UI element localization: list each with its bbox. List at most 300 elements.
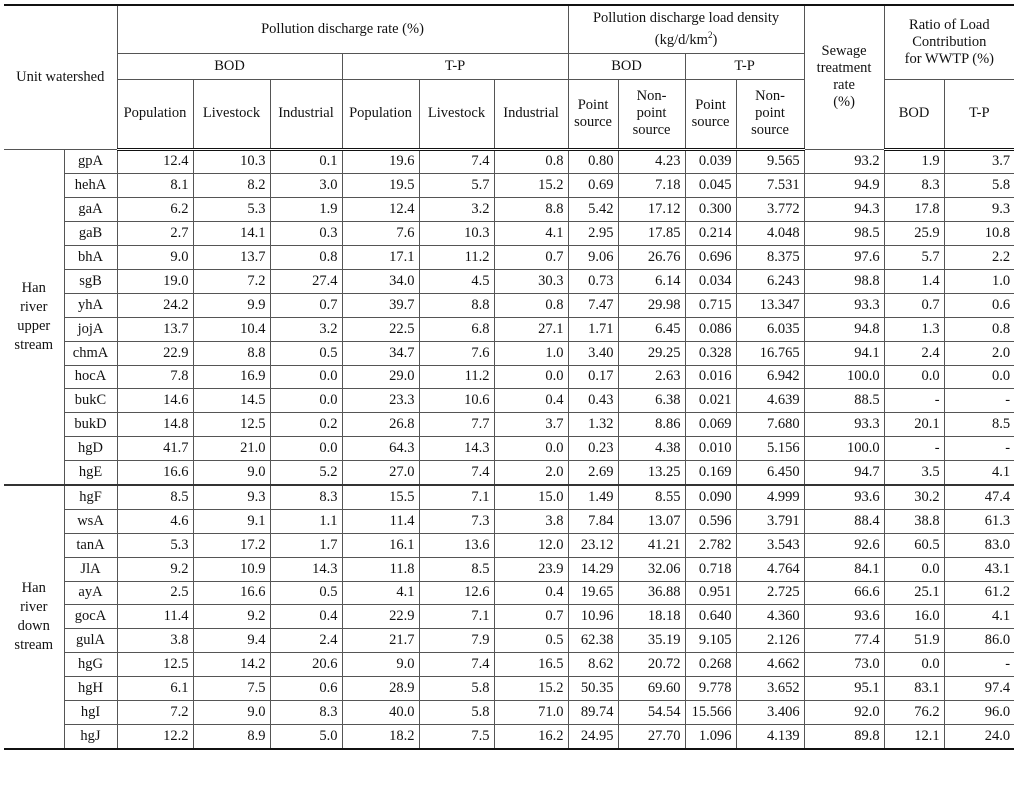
group-label-down bbox=[4, 485, 64, 749]
sewage-line2: treatment bbox=[816, 60, 872, 77]
table-cell: 1.9 bbox=[884, 149, 944, 174]
table-cell: 0.73 bbox=[568, 269, 618, 293]
table-cell: 9.105 bbox=[685, 629, 736, 653]
sewage-line1: Sewage bbox=[821, 43, 867, 60]
point-line2: source bbox=[691, 113, 730, 130]
table-cell: 54.54 bbox=[618, 700, 685, 724]
table-cell: 9.06 bbox=[568, 246, 618, 270]
table-cell: 93.3 bbox=[804, 413, 884, 437]
group-label-word: river bbox=[20, 598, 48, 615]
watershed-code: jojA bbox=[64, 317, 117, 341]
table-cell: 15.566 bbox=[685, 700, 736, 724]
table-cell: 1.0 bbox=[494, 341, 568, 365]
sewage-line3: rate bbox=[833, 77, 855, 94]
table-cell: 14.3 bbox=[270, 557, 342, 581]
table-cell: 16.2 bbox=[494, 724, 568, 748]
table-cell: 13.7 bbox=[117, 317, 193, 341]
table-cell: 3.406 bbox=[736, 700, 804, 724]
nonpoint-line1: Non- bbox=[755, 88, 785, 104]
table-cell: 5.0 bbox=[270, 724, 342, 748]
density-bod-header: BOD bbox=[568, 53, 685, 79]
table-cell: 96.0 bbox=[944, 700, 1014, 724]
table-cell: 2.782 bbox=[685, 533, 736, 557]
table-cell: 9.0 bbox=[193, 461, 270, 485]
table-row bbox=[4, 222, 1014, 246]
table-cell: 4.639 bbox=[736, 389, 804, 413]
load-density-line1: Pollution discharge load density bbox=[592, 9, 780, 26]
table-cell: 0.328 bbox=[685, 341, 736, 365]
table-cell: 1.4 bbox=[884, 269, 944, 293]
point-line1: Point bbox=[577, 96, 609, 113]
table-cell: 97.4 bbox=[944, 677, 1014, 701]
table-cell: 10.6 bbox=[419, 389, 494, 413]
table-cell: 7.18 bbox=[618, 174, 685, 198]
table-cell: 7.5 bbox=[193, 677, 270, 701]
table-cell: 7.1 bbox=[419, 485, 494, 509]
table-cell: 17.8 bbox=[884, 198, 944, 222]
table-cell: 3.40 bbox=[568, 341, 618, 365]
sewage-line4: (%) bbox=[833, 94, 855, 111]
table-cell: 1.3 bbox=[884, 317, 944, 341]
table-cell: 30.2 bbox=[884, 485, 944, 509]
table-cell: 10.3 bbox=[419, 222, 494, 246]
table-cell: 3.2 bbox=[419, 198, 494, 222]
table-cell: 24.95 bbox=[568, 724, 618, 748]
table-cell: 11.2 bbox=[419, 365, 494, 389]
table-cell: 16.6 bbox=[117, 461, 193, 485]
table-cell: 6.942 bbox=[736, 365, 804, 389]
table-cell: 1.49 bbox=[568, 485, 618, 509]
table-cell: 4.764 bbox=[736, 557, 804, 581]
table-cell: 22.5 bbox=[342, 317, 419, 341]
table-cell: 0.8 bbox=[494, 149, 568, 174]
table-cell: 16.5 bbox=[494, 653, 568, 677]
table-cell: 4.1 bbox=[944, 461, 1014, 485]
table-cell: 8.5 bbox=[419, 557, 494, 581]
table-cell: 0.8 bbox=[270, 246, 342, 270]
table-cell: 4.1 bbox=[944, 605, 1014, 629]
table-cell: 13.25 bbox=[618, 461, 685, 485]
group-label-upper bbox=[4, 149, 64, 485]
table-cell: 10.3 bbox=[193, 149, 270, 174]
table-cell: 0.268 bbox=[685, 653, 736, 677]
table-cell: 9.0 bbox=[193, 700, 270, 724]
table-cell: 30.3 bbox=[494, 269, 568, 293]
table-cell: 0.4 bbox=[494, 389, 568, 413]
rate-tp-header: T-P bbox=[342, 53, 568, 79]
table-cell: 8.86 bbox=[618, 413, 685, 437]
table-cell: 15.0 bbox=[494, 485, 568, 509]
table-row bbox=[4, 269, 1014, 293]
pollution-discharge-rate-header: Pollution discharge rate (%) bbox=[117, 5, 568, 53]
table-cell: 0.17 bbox=[568, 365, 618, 389]
table-cell: 0.7 bbox=[494, 246, 568, 270]
table-cell: 14.2 bbox=[193, 653, 270, 677]
table-cell: 61.2 bbox=[944, 581, 1014, 605]
table-cell: 7.4 bbox=[419, 653, 494, 677]
table-cell: 18.18 bbox=[618, 605, 685, 629]
table-cell: 61.3 bbox=[944, 509, 1014, 533]
load-density-unit: (kg/d/km bbox=[654, 31, 708, 48]
table-cell: 2.95 bbox=[568, 222, 618, 246]
table-cell: 21.0 bbox=[193, 437, 270, 461]
table-cell: 9.778 bbox=[685, 677, 736, 701]
bod-point-source-header bbox=[568, 79, 618, 149]
ratio-tp-header: T-P bbox=[944, 79, 1014, 149]
table-cell: 1.71 bbox=[568, 317, 618, 341]
table-row bbox=[4, 485, 1014, 509]
point-line1: Point bbox=[695, 96, 726, 113]
watershed-code: hgI bbox=[64, 700, 117, 724]
ratio-load-contribution-header bbox=[884, 5, 1014, 79]
density-tp-header: T-P bbox=[685, 53, 804, 79]
table-cell: 0.300 bbox=[685, 198, 736, 222]
table-cell: 25.1 bbox=[884, 581, 944, 605]
table-cell: 6.243 bbox=[736, 269, 804, 293]
table-cell: - bbox=[944, 389, 1014, 413]
table-cell: 12.2 bbox=[117, 724, 193, 748]
table-cell: 5.3 bbox=[193, 198, 270, 222]
table-cell: 0.045 bbox=[685, 174, 736, 198]
table-cell: 10.9 bbox=[193, 557, 270, 581]
table-cell: 2.5 bbox=[117, 581, 193, 605]
table-cell: 6.45 bbox=[618, 317, 685, 341]
table-cell: 0.6 bbox=[270, 677, 342, 701]
table-cell: 18.2 bbox=[342, 724, 419, 748]
table-cell: 38.8 bbox=[884, 509, 944, 533]
table-cell: 27.70 bbox=[618, 724, 685, 748]
table-cell: 4.1 bbox=[494, 222, 568, 246]
table-cell: 12.5 bbox=[193, 413, 270, 437]
table-cell: 36.88 bbox=[618, 581, 685, 605]
watershed-code: tanA bbox=[64, 533, 117, 557]
table-cell: 0.951 bbox=[685, 581, 736, 605]
table-cell: 41.7 bbox=[117, 437, 193, 461]
table-cell: 0.7 bbox=[494, 605, 568, 629]
table-cell: 20.6 bbox=[270, 653, 342, 677]
table-cell: 4.360 bbox=[736, 605, 804, 629]
table-cell: 1.7 bbox=[270, 533, 342, 557]
table-cell: 10.96 bbox=[568, 605, 618, 629]
table-cell: 83.0 bbox=[944, 533, 1014, 557]
table-cell: 76.2 bbox=[884, 700, 944, 724]
table-cell: 14.8 bbox=[117, 413, 193, 437]
group-label-word: Han bbox=[21, 579, 46, 596]
table-cell: 94.7 bbox=[804, 461, 884, 485]
table-cell: 7.680 bbox=[736, 413, 804, 437]
table-cell: 3.791 bbox=[736, 509, 804, 533]
table-cell: 12.0 bbox=[494, 533, 568, 557]
table-cell: 11.8 bbox=[342, 557, 419, 581]
table-cell: 34.0 bbox=[342, 269, 419, 293]
table-cell: 7.6 bbox=[419, 341, 494, 365]
watershed-code: bukC bbox=[64, 389, 117, 413]
table-cell: 8.62 bbox=[568, 653, 618, 677]
group-label-word: stream bbox=[14, 336, 54, 353]
table-cell: 16.1 bbox=[342, 533, 419, 557]
table-cell: 0.696 bbox=[685, 246, 736, 270]
watershed-code: hgF bbox=[64, 485, 117, 509]
table-cell: 27.4 bbox=[270, 269, 342, 293]
table-cell: 51.9 bbox=[884, 629, 944, 653]
sewage-treatment-rate-header bbox=[804, 5, 884, 149]
table-cell: 0.596 bbox=[685, 509, 736, 533]
nonpoint-line2: point bbox=[636, 105, 667, 121]
table-cell: 0.4 bbox=[270, 605, 342, 629]
table-cell: 22.9 bbox=[342, 605, 419, 629]
table-cell: 7.6 bbox=[342, 222, 419, 246]
table-cell: 11.2 bbox=[419, 246, 494, 270]
table-cell: 29.0 bbox=[342, 365, 419, 389]
table-cell: 8.1 bbox=[117, 174, 193, 198]
table-row bbox=[4, 557, 1014, 581]
table-cell: 9.2 bbox=[193, 605, 270, 629]
table-cell: 2.725 bbox=[736, 581, 804, 605]
table-cell: 8.8 bbox=[419, 293, 494, 317]
table-cell: 9.9 bbox=[193, 293, 270, 317]
table-cell: 0.0 bbox=[494, 437, 568, 461]
table-cell: 0.6 bbox=[944, 293, 1014, 317]
table-row bbox=[4, 149, 1014, 174]
table-cell: 0.086 bbox=[685, 317, 736, 341]
table-cell: 34.7 bbox=[342, 341, 419, 365]
table-cell: 5.42 bbox=[568, 198, 618, 222]
table-cell: 1.9 bbox=[270, 198, 342, 222]
table-cell: 12.4 bbox=[342, 198, 419, 222]
table-cell: 47.4 bbox=[944, 485, 1014, 509]
table-cell: 5.8 bbox=[419, 700, 494, 724]
table-cell: 0.039 bbox=[685, 149, 736, 174]
tp-nonpoint-source-header bbox=[736, 79, 804, 149]
table-cell: 21.7 bbox=[342, 629, 419, 653]
table-cell: 0.0 bbox=[270, 437, 342, 461]
table-cell: 13.7 bbox=[193, 246, 270, 270]
table-cell: 89.74 bbox=[568, 700, 618, 724]
table-cell: 66.6 bbox=[804, 581, 884, 605]
table-cell: 4.23 bbox=[618, 149, 685, 174]
table-cell: 43.1 bbox=[944, 557, 1014, 581]
table-row bbox=[4, 413, 1014, 437]
table-cell: 89.8 bbox=[804, 724, 884, 748]
ratio-bod-header: BOD bbox=[884, 79, 944, 149]
table-cell: 7.3 bbox=[419, 509, 494, 533]
table-cell: 22.9 bbox=[117, 341, 193, 365]
table-row bbox=[4, 293, 1014, 317]
bod-nonpoint-source-header bbox=[618, 79, 685, 149]
table-cell: 1.0 bbox=[944, 269, 1014, 293]
table-cell: 73.0 bbox=[804, 653, 884, 677]
table-cell: 4.139 bbox=[736, 724, 804, 748]
table-cell: 12.6 bbox=[419, 581, 494, 605]
table-cell: 94.8 bbox=[804, 317, 884, 341]
table-cell: 23.9 bbox=[494, 557, 568, 581]
table-cell: 6.1 bbox=[117, 677, 193, 701]
table-row bbox=[4, 677, 1014, 701]
table-cell: 83.1 bbox=[884, 677, 944, 701]
table-cell: 10.8 bbox=[944, 222, 1014, 246]
rate-bod-header: BOD bbox=[117, 53, 342, 79]
table-cell: 7.5 bbox=[419, 724, 494, 748]
table-cell: 6.2 bbox=[117, 198, 193, 222]
tp-population-header: Population bbox=[342, 79, 419, 149]
ratio-line1: Ratio of Load bbox=[909, 16, 990, 33]
table-cell: 0.1 bbox=[270, 149, 342, 174]
watershed-code: hgD bbox=[64, 437, 117, 461]
table-cell: 13.6 bbox=[419, 533, 494, 557]
group-label-word: upper bbox=[17, 317, 51, 334]
table-cell: 5.2 bbox=[270, 461, 342, 485]
table-row bbox=[4, 341, 1014, 365]
table-cell: 0.718 bbox=[685, 557, 736, 581]
table-row bbox=[4, 365, 1014, 389]
table-row bbox=[4, 605, 1014, 629]
table-cell: 16.6 bbox=[193, 581, 270, 605]
table-cell: 39.7 bbox=[342, 293, 419, 317]
table-cell: 0.0 bbox=[884, 365, 944, 389]
table-cell: 27.0 bbox=[342, 461, 419, 485]
table-cell: 92.6 bbox=[804, 533, 884, 557]
table-cell: 27.1 bbox=[494, 317, 568, 341]
table-cell: 93.6 bbox=[804, 485, 884, 509]
table-cell: 0.0 bbox=[884, 653, 944, 677]
table-cell: 3.8 bbox=[117, 629, 193, 653]
table-cell: 2.7 bbox=[117, 222, 193, 246]
watershed-code: chmA bbox=[64, 341, 117, 365]
table-cell: 8.375 bbox=[736, 246, 804, 270]
table-cell: 12.4 bbox=[117, 149, 193, 174]
table-cell: 29.98 bbox=[618, 293, 685, 317]
watershed-code: sgB bbox=[64, 269, 117, 293]
table-cell: 0.2 bbox=[270, 413, 342, 437]
table-cell: 0.80 bbox=[568, 149, 618, 174]
table-cell: 3.543 bbox=[736, 533, 804, 557]
table-cell: 3.0 bbox=[270, 174, 342, 198]
table-cell: 23.12 bbox=[568, 533, 618, 557]
table-row bbox=[4, 317, 1014, 341]
load-density-unit-close: ) bbox=[712, 31, 718, 48]
table-cell: 94.3 bbox=[804, 198, 884, 222]
table-cell: 8.3 bbox=[270, 485, 342, 509]
table-cell: 2.126 bbox=[736, 629, 804, 653]
table-cell: 41.21 bbox=[618, 533, 685, 557]
table-cell: 8.5 bbox=[117, 485, 193, 509]
table-cell: 8.2 bbox=[193, 174, 270, 198]
table-row bbox=[4, 437, 1014, 461]
table-cell: 6.14 bbox=[618, 269, 685, 293]
table-cell: 28.9 bbox=[342, 677, 419, 701]
table-cell: 19.6 bbox=[342, 149, 419, 174]
table-cell: 93.3 bbox=[804, 293, 884, 317]
nonpoint-line3: source bbox=[751, 122, 789, 138]
table-cell: 23.3 bbox=[342, 389, 419, 413]
table-cell: 5.8 bbox=[419, 677, 494, 701]
table-cell: 9.3 bbox=[193, 485, 270, 509]
table-cell: 7.2 bbox=[193, 269, 270, 293]
table-cell: 98.5 bbox=[804, 222, 884, 246]
table-cell: 71.0 bbox=[494, 700, 568, 724]
table-cell: 98.8 bbox=[804, 269, 884, 293]
table-cell: 19.0 bbox=[117, 269, 193, 293]
table-cell: 19.5 bbox=[342, 174, 419, 198]
table-cell: 3.7 bbox=[494, 413, 568, 437]
table-cell: 19.65 bbox=[568, 581, 618, 605]
table-cell: - bbox=[884, 437, 944, 461]
table-cell: 4.5 bbox=[419, 269, 494, 293]
watershed-code: JlA bbox=[64, 557, 117, 581]
table-cell: 7.4 bbox=[419, 149, 494, 174]
table-cell: 4.38 bbox=[618, 437, 685, 461]
table-cell: 0.0 bbox=[270, 365, 342, 389]
group-label-word: Han bbox=[21, 279, 46, 296]
table-cell: 3.652 bbox=[736, 677, 804, 701]
table-cell: 2.2 bbox=[944, 246, 1014, 270]
point-line2: source bbox=[574, 113, 612, 130]
table-cell: 4.662 bbox=[736, 653, 804, 677]
table-cell: 29.25 bbox=[618, 341, 685, 365]
table-cell: 2.0 bbox=[944, 341, 1014, 365]
watershed-code: yhA bbox=[64, 293, 117, 317]
table-cell: 3.5 bbox=[884, 461, 944, 485]
load-density-sup: 2 bbox=[707, 29, 713, 40]
table-cell: 6.450 bbox=[736, 461, 804, 485]
table-cell: 10.4 bbox=[193, 317, 270, 341]
table-cell: 12.1 bbox=[884, 724, 944, 748]
table-cell: 7.1 bbox=[419, 605, 494, 629]
table-cell: 1.32 bbox=[568, 413, 618, 437]
table-cell: 7.47 bbox=[568, 293, 618, 317]
bod-population-header: Population bbox=[117, 79, 193, 149]
table-cell: 0.034 bbox=[685, 269, 736, 293]
table-cell: 5.7 bbox=[419, 174, 494, 198]
table-cell: 0.715 bbox=[685, 293, 736, 317]
table-cell: 17.2 bbox=[193, 533, 270, 557]
table-cell: 24.0 bbox=[944, 724, 1014, 748]
table-cell: 7.9 bbox=[419, 629, 494, 653]
watershed-code: hgH bbox=[64, 677, 117, 701]
watershed-code: hgE bbox=[64, 461, 117, 485]
table-row bbox=[4, 653, 1014, 677]
watershed-code: wsA bbox=[64, 509, 117, 533]
table-row bbox=[4, 389, 1014, 413]
table-cell: 2.69 bbox=[568, 461, 618, 485]
ratio-line2: Contribution bbox=[912, 33, 987, 50]
pollution-data-table bbox=[4, 4, 1014, 750]
ratio-line3: for WWTP (%) bbox=[904, 50, 995, 67]
table-cell: 4.048 bbox=[736, 222, 804, 246]
watershed-code: gaA bbox=[64, 198, 117, 222]
table-cell: 2.4 bbox=[884, 341, 944, 365]
table-cell: 14.5 bbox=[193, 389, 270, 413]
table-cell: 92.0 bbox=[804, 700, 884, 724]
table-cell: 93.6 bbox=[804, 605, 884, 629]
table-cell: 8.9 bbox=[193, 724, 270, 748]
table-cell: - bbox=[944, 653, 1014, 677]
table-row bbox=[4, 629, 1014, 653]
table-cell: 17.85 bbox=[618, 222, 685, 246]
table-cell: 8.8 bbox=[193, 341, 270, 365]
table-cell: 0.69 bbox=[568, 174, 618, 198]
table-cell: - bbox=[944, 437, 1014, 461]
table-cell: 8.3 bbox=[884, 174, 944, 198]
table-cell: 4.999 bbox=[736, 485, 804, 509]
table-cell: 26.8 bbox=[342, 413, 419, 437]
group-label-word: down bbox=[17, 617, 50, 634]
table-row bbox=[4, 509, 1014, 533]
table-cell: 15.2 bbox=[494, 677, 568, 701]
watershed-code: ayA bbox=[64, 581, 117, 605]
table-body bbox=[4, 149, 1014, 749]
table-cell: 14.6 bbox=[117, 389, 193, 413]
